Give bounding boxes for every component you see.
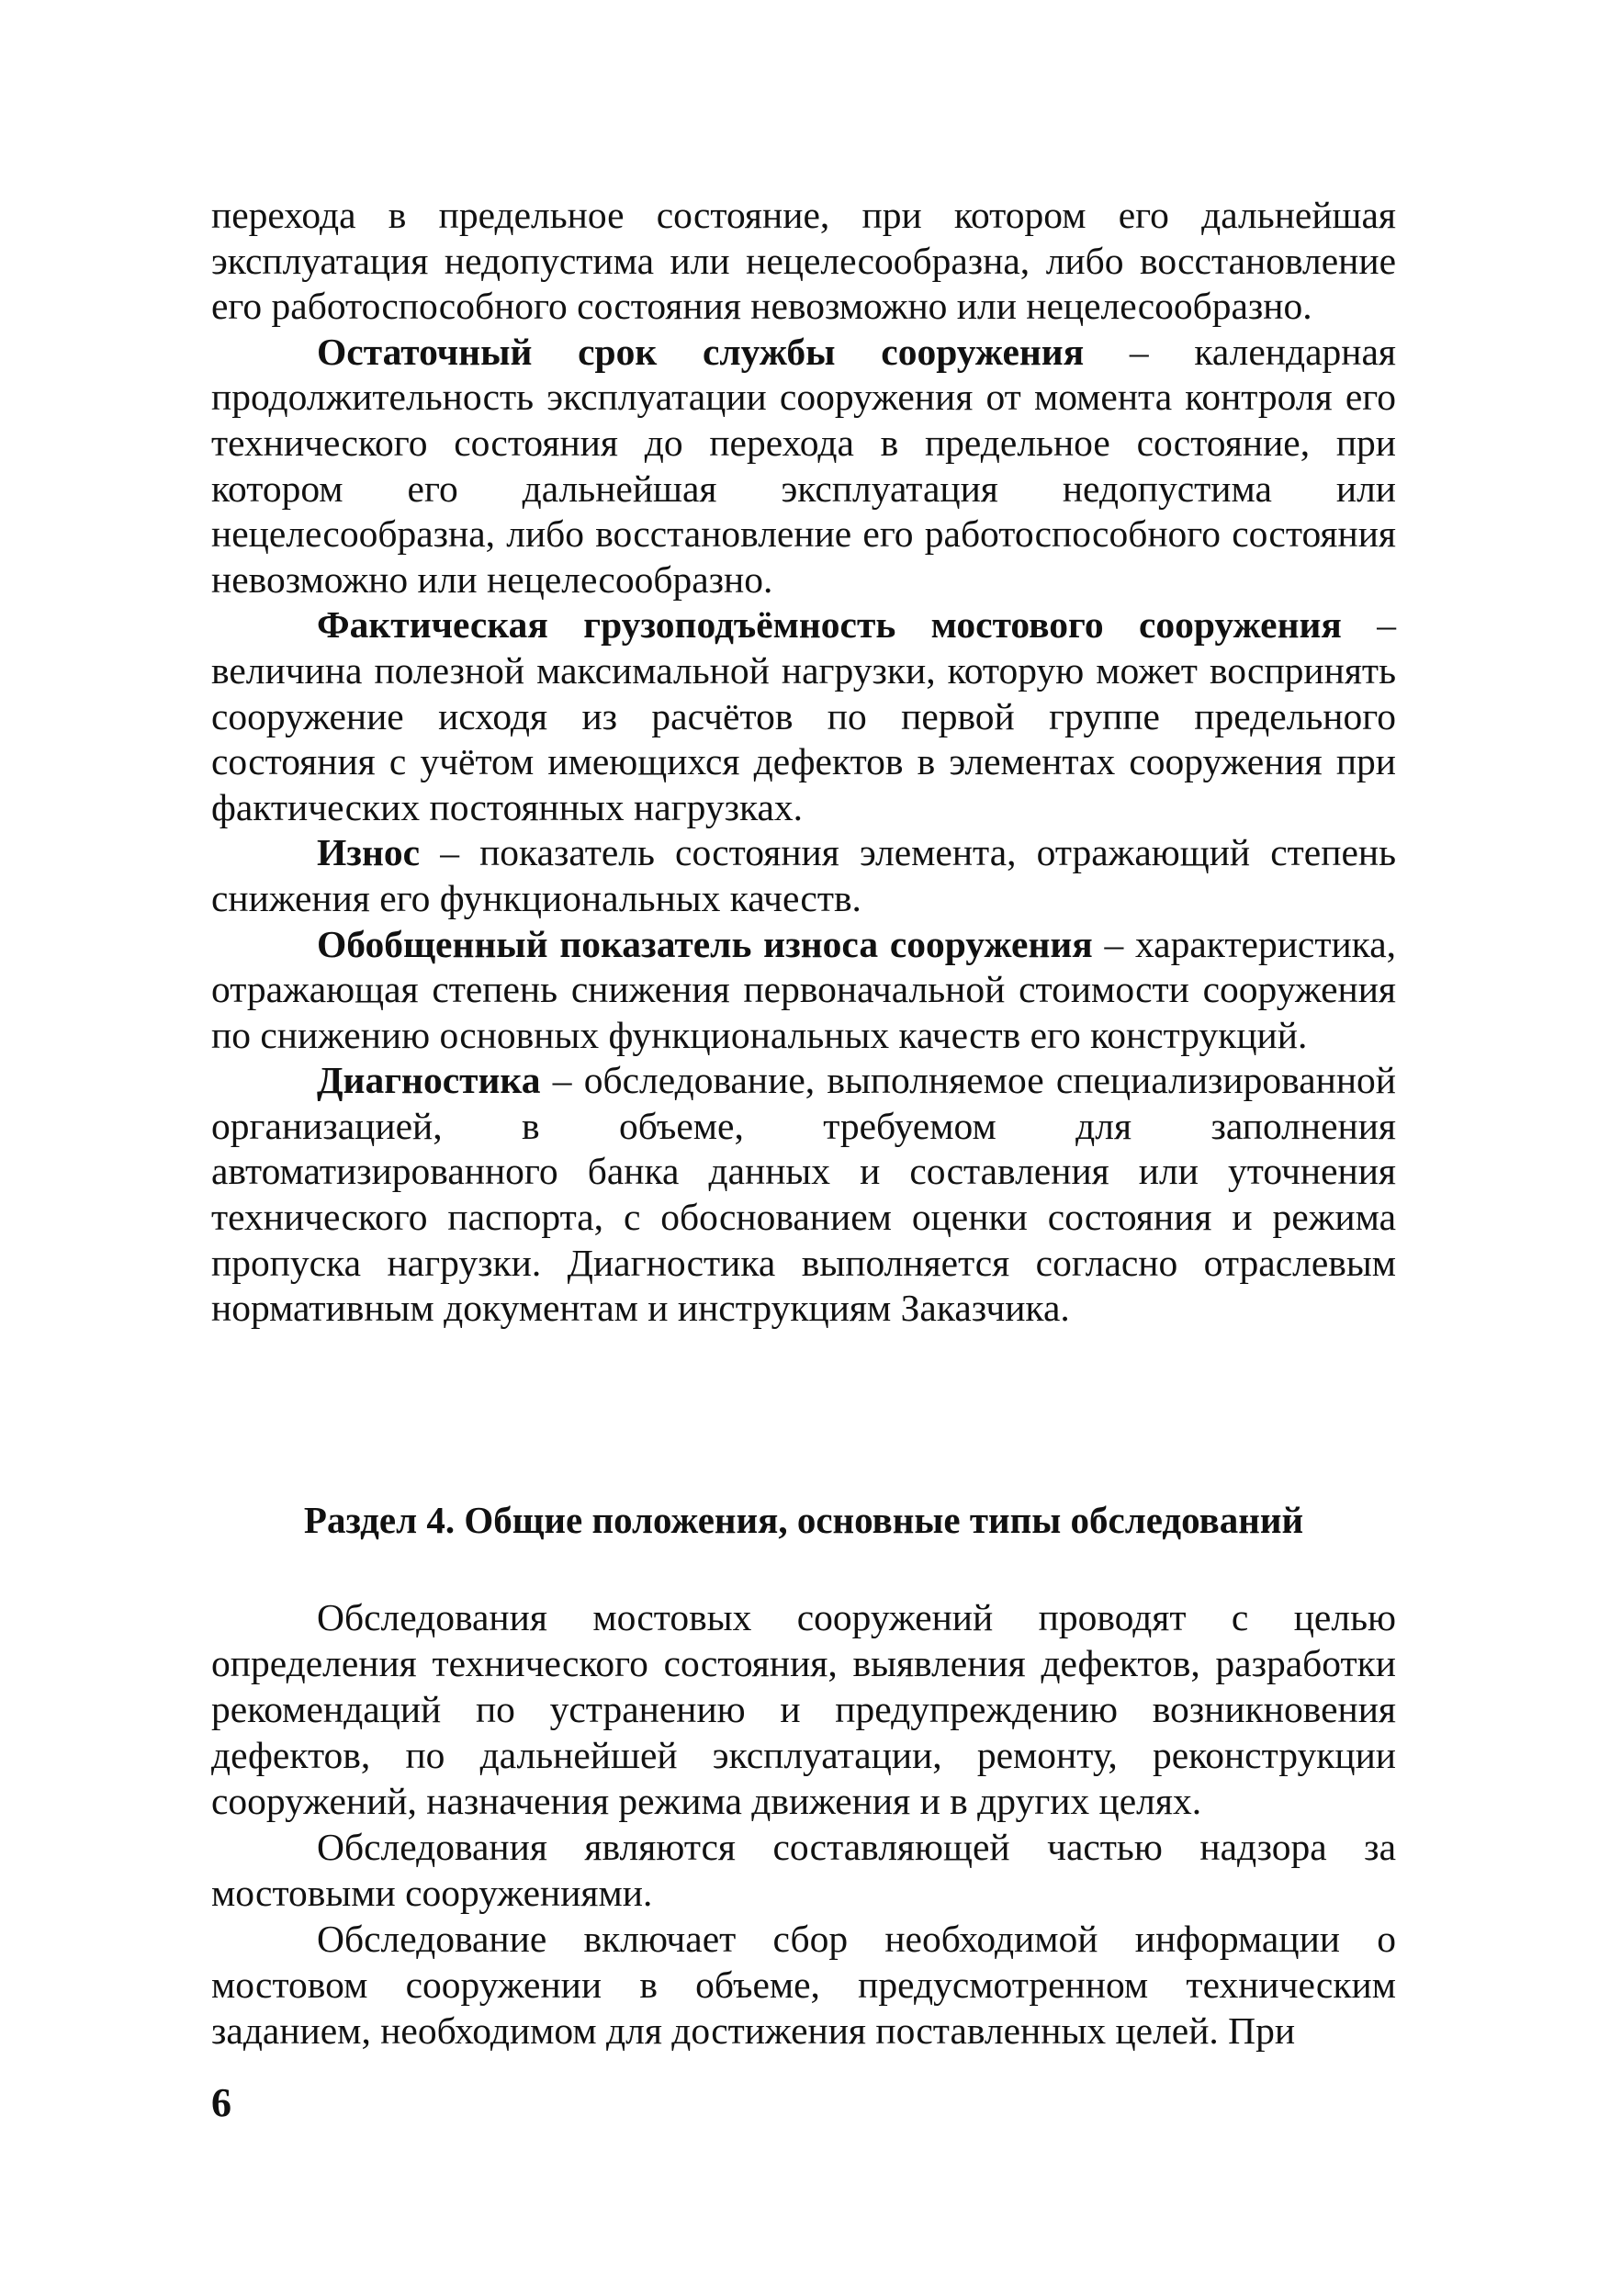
definition-paragraph — [211, 1058, 1396, 1332]
definition-term: Обобщенный показатель износа сооружения — [317, 922, 1093, 965]
body-paragraph: Обследования являются составляющей частью надзора за мостовыми сооружениями. — [211, 1826, 1396, 1914]
definition-paragraph — [211, 830, 1396, 921]
definition-text: – величина полезной максимальной нагрузки, которую может воспринять сооружение исходя из расчётов по первой группе предельного состояния с учётом имеющихся дефектов в элементах сооружения при фактических постоянных нагрузках. — [211, 603, 1396, 828]
definition-term: Фактическая грузоподъёмность мостового сооружения — [317, 603, 1342, 647]
definition-paragraph — [211, 602, 1396, 830]
definitions-block — [211, 193, 1396, 1332]
body-paragraph: Обследование включает сбор необходимой информации о мостовом сооружении в объеме, предусмотренном техническим заданием, необходимом для достижения поставленных целей. При — [211, 1918, 1396, 2052]
section-heading: Раздел 4. Общие положения, основные типы обследований — [303, 1499, 1304, 1541]
body-paragraph: Обследования мостовых сооружений проводят с целью определения технического состояния, выявления дефектов, разработки рекомендаций по устранению и предупреждению возникновения дефектов, по дальнейшей эксплуатации, ремонту, реконструкции сооружений, назначения режима движения и в других целях. — [211, 1596, 1396, 1822]
definition-text: – характеристика, отражающая степень снижения первоначальной стоимости сооружения по снижению основных функциональных качеств его конструкций. — [211, 922, 1396, 1056]
section-body — [211, 1594, 1396, 2054]
page-number: 6 — [211, 2080, 231, 2125]
definition-text: – календарная продолжительность эксплуатации сооружения от момента контроля его технического состояния до перехода в предельное состояние, при котором его дальнейшая эксплуатация недопустима или нецелесообразна, либо восстановление его работоспособного состояния невозможно или нецелесообразно. — [211, 330, 1396, 601]
definition-text: – показатель состояния элемента, отражающий степень снижения его функциональных качеств. — [211, 831, 1396, 919]
definition-paragraph — [211, 922, 1396, 1059]
definition-text: – обследование, выполняемое специализированной организацией, в объеме, требуемом для заполнения автоматизированного банка данных и составления или уточнения технического паспорта, с обоснованием оценки состояния и режима пропуска нагрузки. Диагностика выполняется согласно отраслевым нормативным документам и инструкциям Заказчика. — [211, 1059, 1396, 1330]
definition-paragraph — [211, 330, 1396, 603]
definition-term: Износ — [317, 831, 421, 874]
definition-term: Остаточный срок службы сооружения — [317, 330, 1085, 373]
definition-term: Диагностика — [317, 1059, 541, 1102]
continuation-paragraph: перехода в предельное состояние, при котором его дальнейшая эксплуатация недопустима или нецелесообразна, либо восстановление его работоспособного состояния невозможно или нецелесообразно. — [211, 194, 1396, 328]
